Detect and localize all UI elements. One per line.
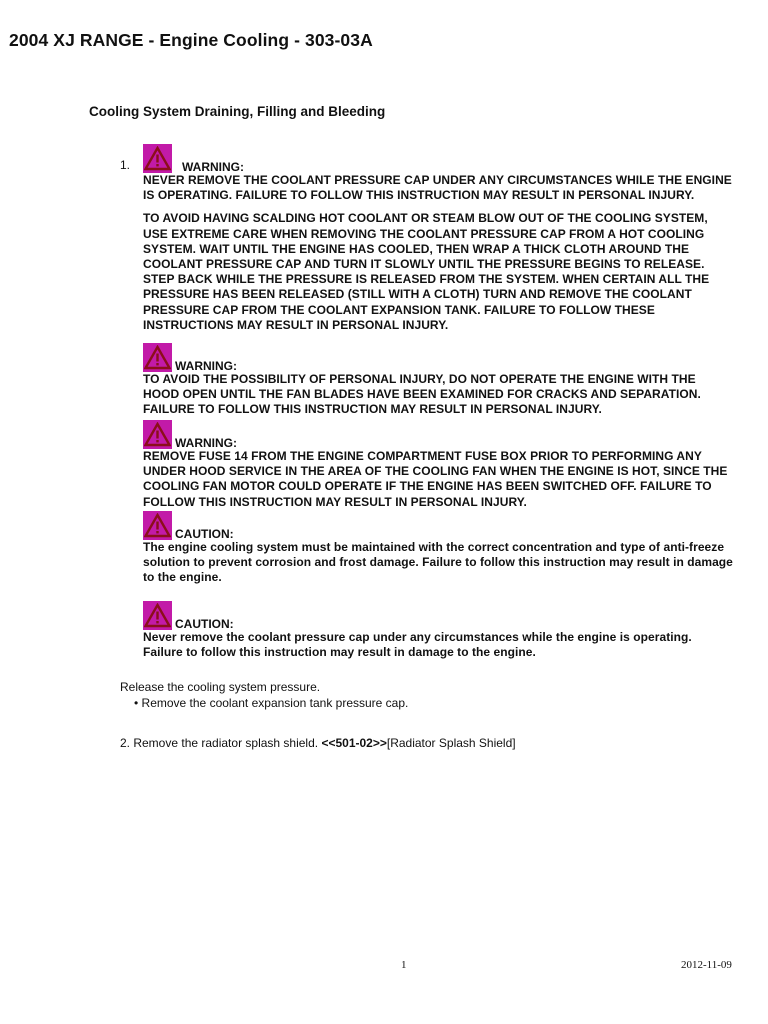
step-2-text (120, 736, 516, 750)
caution-text: The engine cooling system must be maintained with the correct concentration and type of anti-freeze solution to prevent corrosion and frost damage. Failure to follow this instruction may result in damage to the engine. (143, 540, 733, 585)
warning-block-3 (143, 420, 733, 510)
caution-text: Never remove the coolant pressure cap under any circumstances while the engine is operating. Failure to follow this instruction may result in damage to the engine. (143, 630, 692, 660)
warning-block-1 (143, 144, 733, 333)
caution-block-1 (143, 511, 733, 586)
warning-label: WARNING: (175, 359, 237, 373)
bullet-item: • Remove the coolant expansion tank pressure cap. (134, 696, 409, 710)
action-text: Release the cooling system pressure. (120, 680, 321, 694)
warning-triangle-icon (143, 511, 172, 540)
warning-text: NEVER REMOVE THE COOLANT PRESSURE CAP UNDER ANY CIRCUMSTANCES WHILE THE ENGINE IS OPERATING. FAILURE TO FOLLOW THIS INSTRUCTION MAY RESULT IN PERSONAL INJURY. (143, 173, 732, 203)
page-number: 1 (401, 959, 407, 971)
warning-extra-text: TO AVOID HAVING SCALDING HOT COOLANT OR STEAM BLOW OUT OF THE COOLING SYSTEM, USE EXTREME CARE WHEN REMOVING THE COOLANT PRESSURE CAP FROM A HOT COOLING SYSTEM. WAIT UNTIL THE ENGINE HAS COOLED, THEN WRAP A THICK CLOTH AROUND THE COOLANT PRESSURE CAP AND TURN IT SLOWLY UNTIL THE PRESSURE BEGINS TO RELEASE. STEP BACK WHILE THE PRESSURE IS RELEASED FROM THE SYSTEM. WHEN CERTAIN ALL THE PRESSURE HAS BEEN RELEASED (STILL WITH A CLOTH) TURN AND REMOVE THE COOLANT PRESSURE CAP FROM THE COOLANT EXPANSION TANK. FAILURE TO FOLLOW THESE INSTRUCTIONS MAY RESULT IN PERSONAL INJURY. (143, 211, 710, 332)
step-2-reference: <<501-02>> (321, 736, 387, 750)
warning-triangle-icon (143, 144, 172, 173)
step-2-prefix: 2. Remove the radiator splash shield. (120, 736, 322, 750)
footer-date: 2012-11-09 (681, 959, 732, 971)
document-title: 2004 XJ RANGE - Engine Cooling - 303-03A (9, 30, 373, 50)
caution-label: CAUTION: (175, 527, 234, 541)
caution-label: CAUTION: (175, 617, 234, 631)
warning-text: TO AVOID THE POSSIBILITY OF PERSONAL INJURY, DO NOT OPERATE THE ENGINE WITH THE HOOD OPEN UNTIL THE FAN BLADES HAVE BEEN EXAMINED FOR CRACKS AND SEPARATION. FAILURE TO FOLLOW THIS INSTRUCTION MAY RESULT IN PERSONAL INJURY. (143, 372, 701, 417)
warning-triangle-icon (143, 601, 172, 630)
warning-block-2 (143, 343, 733, 418)
caution-block-2 (143, 601, 733, 660)
section-title: Cooling System Draining, Filling and Bleeding (89, 104, 386, 119)
warning-text: REMOVE FUSE 14 FROM THE ENGINE COMPARTMENT FUSE BOX PRIOR TO PERFORMING ANY UNDER HOOD SERVICE IN THE AREA OF THE COOLING FAN WHEN THE ENGINE IS HOT, SINCE THE COOLING FAN MOTOR COULD OPERATE IF THE ENGINE HAS BEEN SWITCHED OFF. FAILURE TO FOLLOW THIS INSTRUCTION MAY RESULT IN PERSONAL INJURY. (143, 449, 728, 509)
warning-label: WARNING: (175, 436, 237, 450)
warning-label: WARNING: (182, 160, 244, 174)
step-number-1: 1. (120, 158, 131, 172)
warning-triangle-icon (143, 420, 172, 449)
step-2-link[interactable]: [Radiator Splash Shield] (386, 736, 516, 750)
warning-triangle-icon (143, 343, 172, 372)
